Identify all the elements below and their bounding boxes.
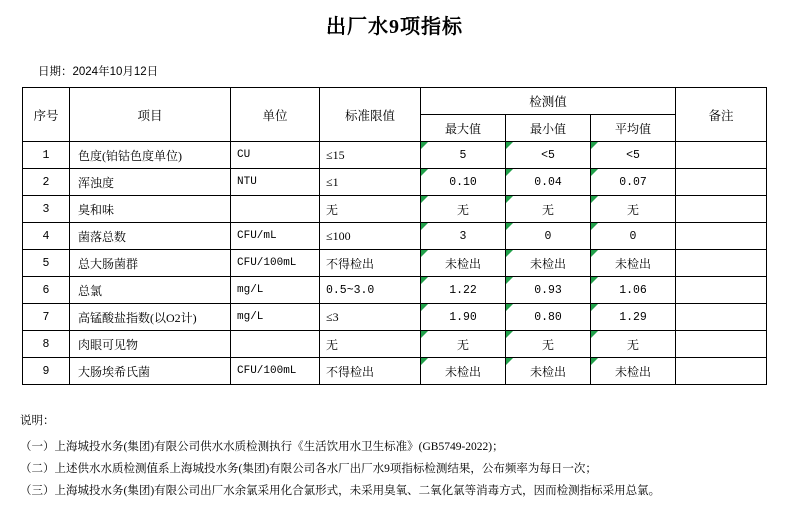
cell-max: 无 bbox=[421, 196, 506, 223]
cell-item: 浑浊度 bbox=[70, 169, 231, 196]
cell-min: 0.93 bbox=[506, 277, 591, 304]
cell-min: 0 bbox=[506, 223, 591, 250]
column-header-min: 最小值 bbox=[506, 115, 591, 142]
cell-min: 0.04 bbox=[506, 169, 591, 196]
cell-avg: 1.29 bbox=[591, 304, 676, 331]
cell-avg: 未检出 bbox=[591, 250, 676, 277]
cell-remark bbox=[676, 169, 767, 196]
column-header-remark: 备注 bbox=[676, 88, 767, 142]
cell-seq: 9 bbox=[23, 358, 70, 385]
cell-limit: 0.5~3.0 bbox=[320, 277, 421, 304]
cell-seq: 3 bbox=[23, 196, 70, 223]
cell-unit: NTU bbox=[231, 169, 320, 196]
table-row bbox=[23, 169, 767, 196]
cell-max: 1.22 bbox=[421, 277, 506, 304]
cell-unit: mg/L bbox=[231, 277, 320, 304]
cell-max: 3 bbox=[421, 223, 506, 250]
cell-min: 0.80 bbox=[506, 304, 591, 331]
cell-avg: <5 bbox=[591, 142, 676, 169]
cell-limit: 无 bbox=[320, 331, 421, 358]
cell-item: 大肠埃希氏菌 bbox=[70, 358, 231, 385]
table-body bbox=[23, 142, 767, 385]
water-quality-table bbox=[22, 87, 767, 385]
cell-min: 未检出 bbox=[506, 358, 591, 385]
cell-seq: 6 bbox=[23, 277, 70, 304]
cell-min: 无 bbox=[506, 331, 591, 358]
report-page bbox=[0, 10, 789, 519]
cell-item: 肉眼可见物 bbox=[70, 331, 231, 358]
cell-remark bbox=[676, 358, 767, 385]
column-header-unit: 单位 bbox=[231, 88, 320, 142]
cell-remark bbox=[676, 304, 767, 331]
cell-max: 无 bbox=[421, 331, 506, 358]
cell-seq: 4 bbox=[23, 223, 70, 250]
cell-limit: 不得检出 bbox=[320, 358, 421, 385]
page-title: 出厂水9项指标 bbox=[326, 16, 463, 38]
cell-avg: 1.06 bbox=[591, 277, 676, 304]
cell-max: 5 bbox=[421, 142, 506, 169]
water-quality-table-container bbox=[22, 87, 767, 385]
cell-remark bbox=[676, 277, 767, 304]
cell-seq: 2 bbox=[23, 169, 70, 196]
cell-item: 臭和味 bbox=[70, 196, 231, 223]
cell-seq: 7 bbox=[23, 304, 70, 331]
table-row bbox=[23, 196, 767, 223]
cell-limit: 无 bbox=[320, 196, 421, 223]
note-line-3: （三）上海城投水务(集团)有限公司出厂水余氯采用化合氯形式，未采用臭氧、二氧化氯等消毒方式，因而检测指标采用总氯。 bbox=[20, 484, 661, 497]
table-row bbox=[23, 250, 767, 277]
cell-remark bbox=[676, 331, 767, 358]
cell-item: 总大肠菌群 bbox=[70, 250, 231, 277]
report-date: 日期：2024年10月12日 bbox=[38, 66, 159, 78]
table-row bbox=[23, 277, 767, 304]
table-header-row-1 bbox=[23, 88, 767, 115]
table-row bbox=[23, 358, 767, 385]
cell-unit: CFU/100mL bbox=[231, 358, 320, 385]
cell-remark bbox=[676, 196, 767, 223]
cell-max: 未检出 bbox=[421, 250, 506, 277]
cell-remark bbox=[676, 223, 767, 250]
column-header-seq: 序号 bbox=[23, 88, 70, 142]
note-line-2: （二）上述供水水质检测值系上海城投水务(集团)有限公司各水厂出厂水9项指标检测结果，公布频率为每日一次； bbox=[20, 462, 597, 475]
cell-avg: 0 bbox=[591, 223, 676, 250]
cell-remark bbox=[676, 250, 767, 277]
column-header-max: 最大值 bbox=[421, 115, 506, 142]
cell-limit: 不得检出 bbox=[320, 250, 421, 277]
cell-limit: ≤3 bbox=[320, 304, 421, 331]
cell-min: 未检出 bbox=[506, 250, 591, 277]
column-header-item: 项目 bbox=[70, 88, 231, 142]
column-header-avg: 平均值 bbox=[591, 115, 676, 142]
cell-max: 未检出 bbox=[421, 358, 506, 385]
cell-seq: 1 bbox=[23, 142, 70, 169]
cell-seq: 8 bbox=[23, 331, 70, 358]
cell-min: 无 bbox=[506, 196, 591, 223]
cell-avg: 无 bbox=[591, 331, 676, 358]
notes-section bbox=[20, 411, 789, 502]
cell-unit bbox=[231, 196, 320, 223]
cell-avg: 无 bbox=[591, 196, 676, 223]
cell-unit bbox=[231, 331, 320, 358]
cell-item: 总氯 bbox=[70, 277, 231, 304]
cell-unit: CFU/100mL bbox=[231, 250, 320, 277]
table-row bbox=[23, 331, 767, 358]
cell-unit: mg/L bbox=[231, 304, 320, 331]
column-header-measured-group: 检测值 bbox=[421, 88, 676, 115]
column-header-limit: 标准限值 bbox=[320, 88, 421, 142]
notes-heading: 说明： bbox=[20, 415, 55, 427]
cell-max: 1.90 bbox=[421, 304, 506, 331]
cell-max: 0.10 bbox=[421, 169, 506, 196]
cell-item: 菌落总数 bbox=[70, 223, 231, 250]
note-line-1: （一）上海城投水务(集团)有限公司供水水质检测执行《生活饮用水卫生标准》(GB5749-2022)； bbox=[20, 440, 504, 453]
cell-item: 高锰酸盐指数(以O2计) bbox=[70, 304, 231, 331]
table-row bbox=[23, 142, 767, 169]
cell-limit: ≤15 bbox=[320, 142, 421, 169]
cell-avg: 0.07 bbox=[591, 169, 676, 196]
cell-limit: ≤1 bbox=[320, 169, 421, 196]
cell-unit: CFU/mL bbox=[231, 223, 320, 250]
cell-limit: ≤100 bbox=[320, 223, 421, 250]
cell-min: <5 bbox=[506, 142, 591, 169]
cell-avg: 未检出 bbox=[591, 358, 676, 385]
cell-seq: 5 bbox=[23, 250, 70, 277]
table-row bbox=[23, 223, 767, 250]
cell-item: 色度(铂钴色度单位) bbox=[70, 142, 231, 169]
cell-remark bbox=[676, 142, 767, 169]
table-row bbox=[23, 304, 767, 331]
cell-unit: CU bbox=[231, 142, 320, 169]
table-header bbox=[23, 88, 767, 142]
